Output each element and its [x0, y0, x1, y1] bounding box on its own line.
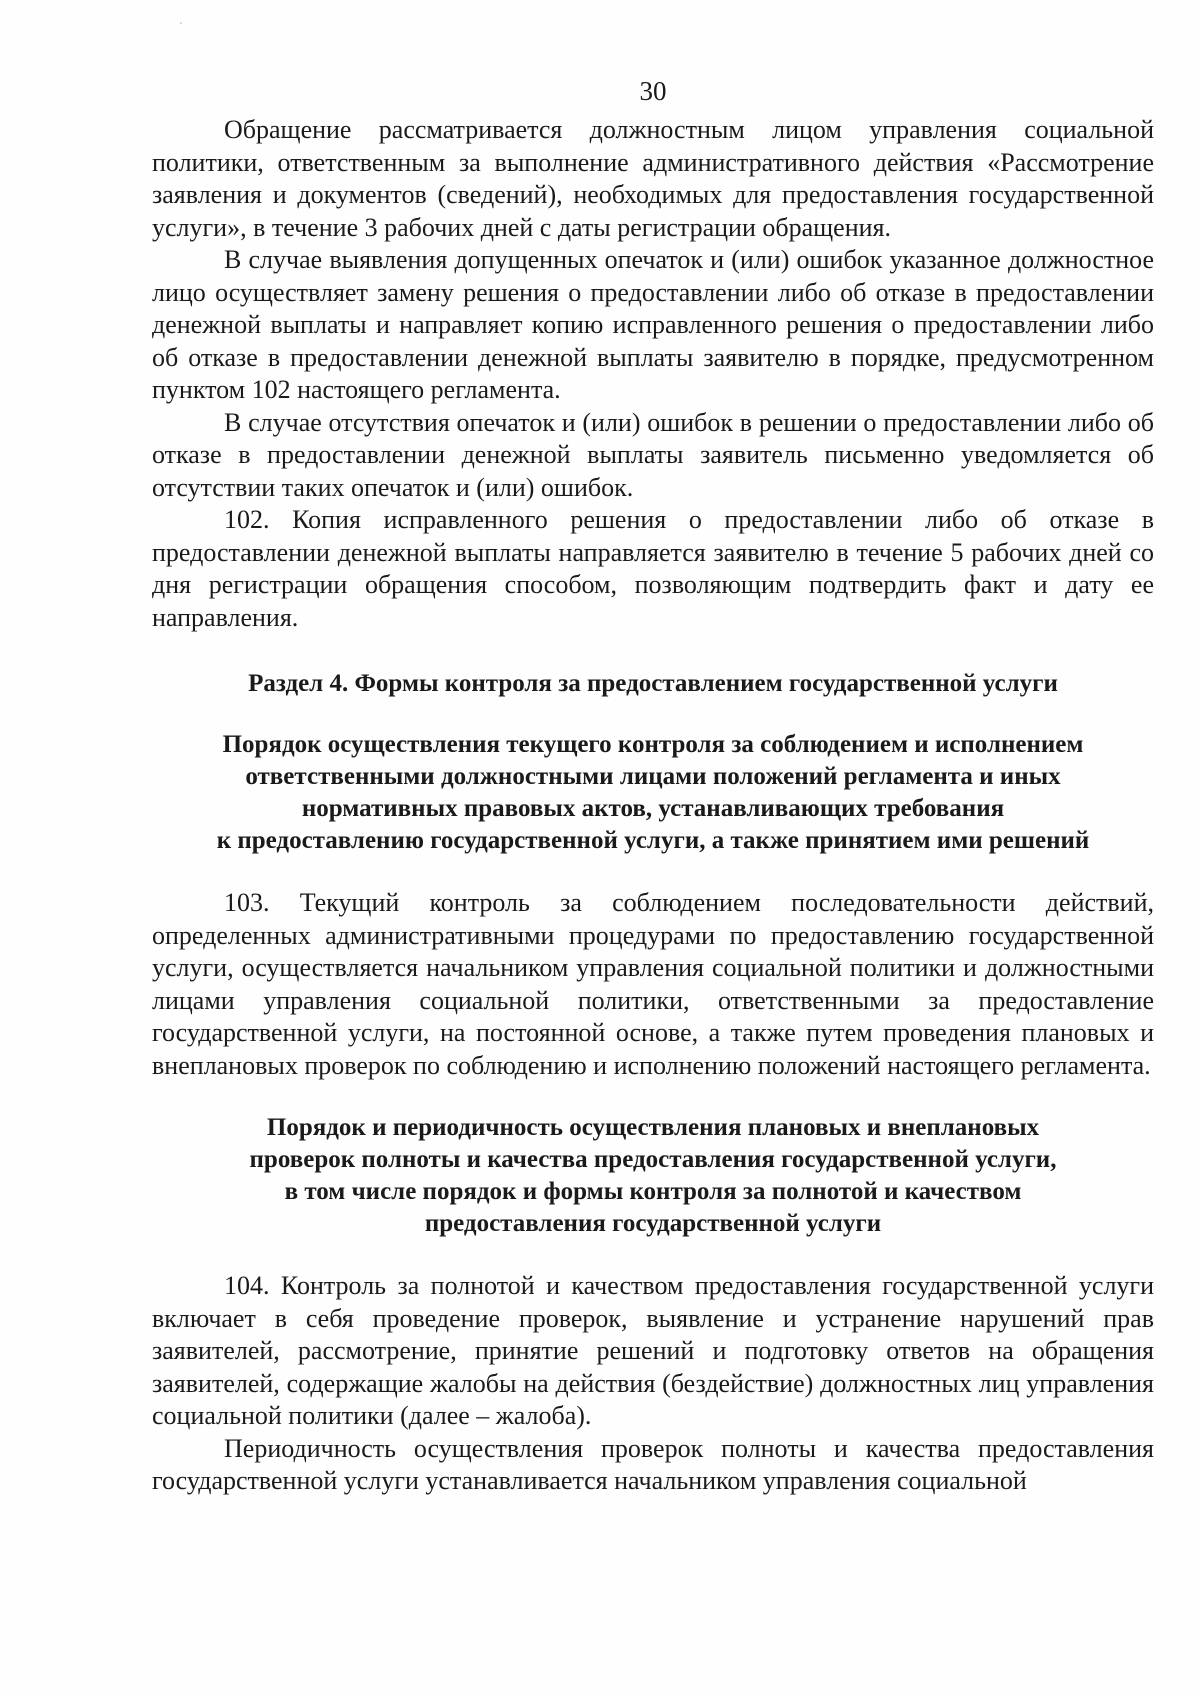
section-title: Раздел 4. Формы контроля за предоставлением государственной услуги [248, 670, 1058, 697]
paragraph-103: 103. Текущий контроль за соблюдением последовательности действий, определенных административными процедурами по предоставлению государственной услуги, осуществляется начальником управления социальной политики и должностными лицами управления социальной политики, ответственными за предоставление государственной услуги, на постоянной основе, а также путем проведения плановых и внеплановых проверок по соблюдению и исполнению положений настоящего регламента. [152, 888, 1154, 1080]
subheading-current-control: Порядок осуществления текущего контроля за соблюдением и исполнением ответственными должностными лицами положений регламента и иных нормативных правовых актов, устанавливающих требования к предоставлению государственной услуги, а также принятием ими решений [216, 731, 1090, 854]
paragraph-errors-found: В случае выявления допущенных опечаток и (или) ошибок указанное должностное лицо осуществляет замену решения о предоставлении либо об отказе в предоставлении денежной выплаты и направляет копию исправленного решения о предоставлении либо об отказе в предоставлении денежной выплаты заявителю в порядке, предусмотренном пунктом 102 настоящего регламента. [152, 245, 1154, 404]
paragraph-periodicity: Периодичность осуществления проверок полноты и качества предоставления государственной услуги устанавливается начальником управления социальной [152, 1433, 1154, 1495]
paragraph-no-errors: В случае отсутствия опечаток и (или) ошибок в решении о предоставлении либо об отказе в предоставлении денежной выплаты заявитель письменно уведомляется об отсутствии таких опечаток и (или) ошибок. [152, 407, 1154, 502]
scan-speck [180, 22, 182, 24]
page-number: 30 [639, 76, 667, 106]
paragraph-appeal-review: Обращение рассматривается должностным лицом управления социальной политики, ответственным за выполнение административного действия «Рассмотрение заявления и документов (сведений), необходимых для предоставления государственной услуги», в течение 3 рабочих дней с даты регистрации обращения. [152, 115, 1154, 242]
paragraph-102: 102. Копия исправленного решения о предоставлении либо об отказе в предоставлении денежной выплаты направляется заявителю в течение 5 рабочих дней со дня регистрации обращения способом, позволяющим подтвердить факт и дату ее направления. [152, 505, 1154, 632]
subheading-inspections: Порядок и периодичность осуществления плановых и внеплановых проверок полноты и качества предоставления государственной услуги, в том числе порядок и формы контроля за полнотой и качеством предоставления государственной услуги [249, 1114, 1057, 1237]
paragraph-104: 104. Контроль за полнотой и качеством предоставления государственной услуги включает в себя проведение проверок, выявление и устранение нарушений прав заявителей, рассмотрение, принятие решений и подготовку ответов на обращения заявителей, содержащие жалобы на действия (бездействие) должностных лиц управления социальной политики (далее – жалоба). [152, 1271, 1154, 1430]
page-content [152, 76, 1154, 1498]
